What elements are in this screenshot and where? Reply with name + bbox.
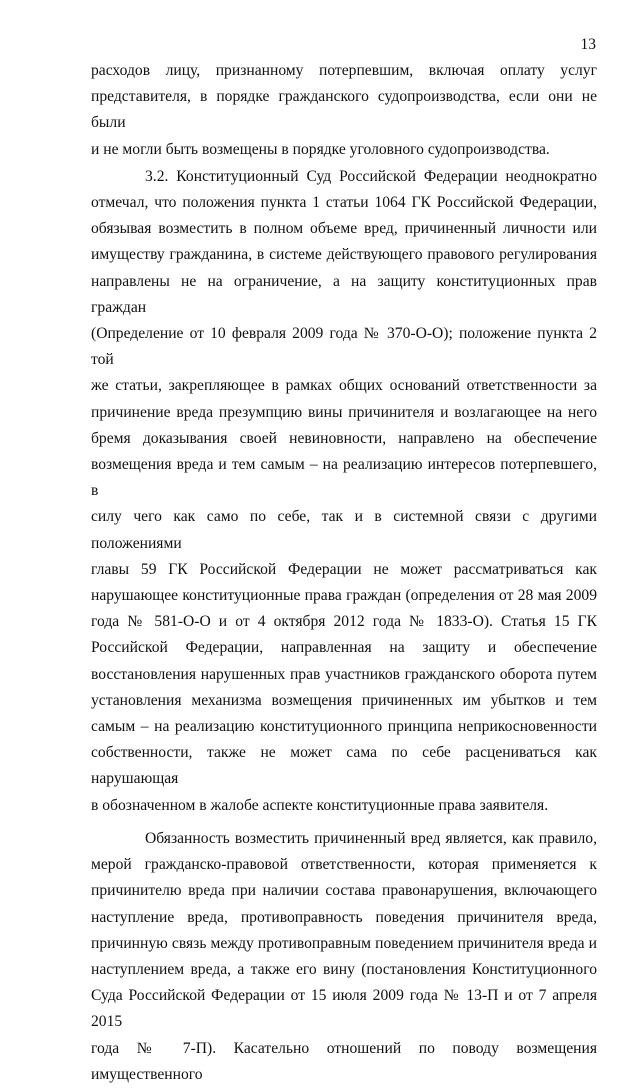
page-number: 13 — [580, 36, 596, 53]
text-line: восстановления нарушенных прав участников гражданского оборота путем — [91, 665, 597, 683]
text-line: 3.2. Конституционный Суд Российской Федерации неоднократно — [145, 167, 597, 185]
text-line: Обязанность возместить причиненный вред является, как правило, — [145, 829, 597, 847]
text-line: силу чего как само по себе, так и в системной связи с другими положениями — [91, 508, 597, 552]
text-line: нарушающее конституционные права граждан (определения от 28 мая 2009 — [91, 587, 597, 605]
text-line: возмещения вреда и тем самым – на реализацию интересов потерпевшего, в — [91, 456, 597, 500]
text-line: наступление вреда, противоправность поведения причинителя вреда, — [91, 908, 597, 926]
text-line: имуществу гражданина, в системе действующего правового регулирования — [91, 246, 597, 264]
paragraph-2 — [91, 164, 597, 819]
text-line: же статьи, закрепляющее в рамках общих оснований ответственности за — [91, 377, 597, 395]
text-line: года № 7-П). Касательно отношений по поводу возмещения имущественного — [91, 1039, 597, 1083]
text-line: собственности, также не может сама по себе расцениваться как нарушающая — [91, 744, 597, 788]
text-line: и не могли быть возмещены в порядке уголовного судопроизводства. — [91, 140, 550, 158]
text-line: главы 59 ГК Российской Федерации не может рассматриваться как — [91, 560, 597, 578]
paragraph-1 — [91, 58, 597, 163]
text-line: бремя доказывания своей невиновности, направлено на обеспечение — [91, 429, 597, 447]
text-line: (Определение от 10 февраля 2009 года № 370-О-О); положение пункта 2 той — [91, 325, 597, 369]
text-line: Российской Федерации, направленная на защиту и обеспечение — [91, 639, 597, 657]
text-line: в обозначенном в жалобе аспекте конституционные права заявителя. — [91, 796, 549, 814]
text-line: причинную связь между противоправным поведением причинителя вреда и — [91, 934, 597, 952]
text-line: мерой гражданско-правовой ответственности, которая применяется к — [91, 856, 597, 874]
text-line: установления механизма возмещения причиненных им убытков и тем — [91, 691, 597, 709]
text-line: отмечал, что положения пункта 1 статьи 1064 ГК Российской Федерации, — [91, 194, 597, 212]
paragraph-3 — [91, 826, 597, 1088]
text-line: расходов лицу, признанному потерпевшим, включая оплату услуг — [91, 62, 597, 79]
text-line: обязывая возместить в полном объеме вред, причиненный личности или — [91, 220, 597, 238]
document-body — [91, 58, 597, 1088]
text-line: года № 581-О-О и от 4 октября 2012 года № 1833-О). Статья 15 ГК — [91, 613, 597, 631]
text-line: Суда Российской Федерации от 15 июля 2009 года № 13-П и от 7 апреля 2015 — [91, 987, 597, 1031]
text-line: причинителю вреда при наличии состава правонарушения, включающего — [91, 882, 597, 900]
text-line: представителя, в порядке гражданского судопроизводства, если они не были — [91, 88, 597, 132]
text-line: наступлением вреда, а также его вину (постановления Конституционного — [91, 960, 597, 978]
text-line: направлены не на ограничение, а на защиту конституционных прав граждан — [91, 272, 597, 316]
text-line: причинение вреда презумпцию вины причинителя и возлагающее на него — [91, 403, 597, 421]
text-line: самым – на реализацию конституционного принципа неприкосновенности — [91, 718, 597, 736]
